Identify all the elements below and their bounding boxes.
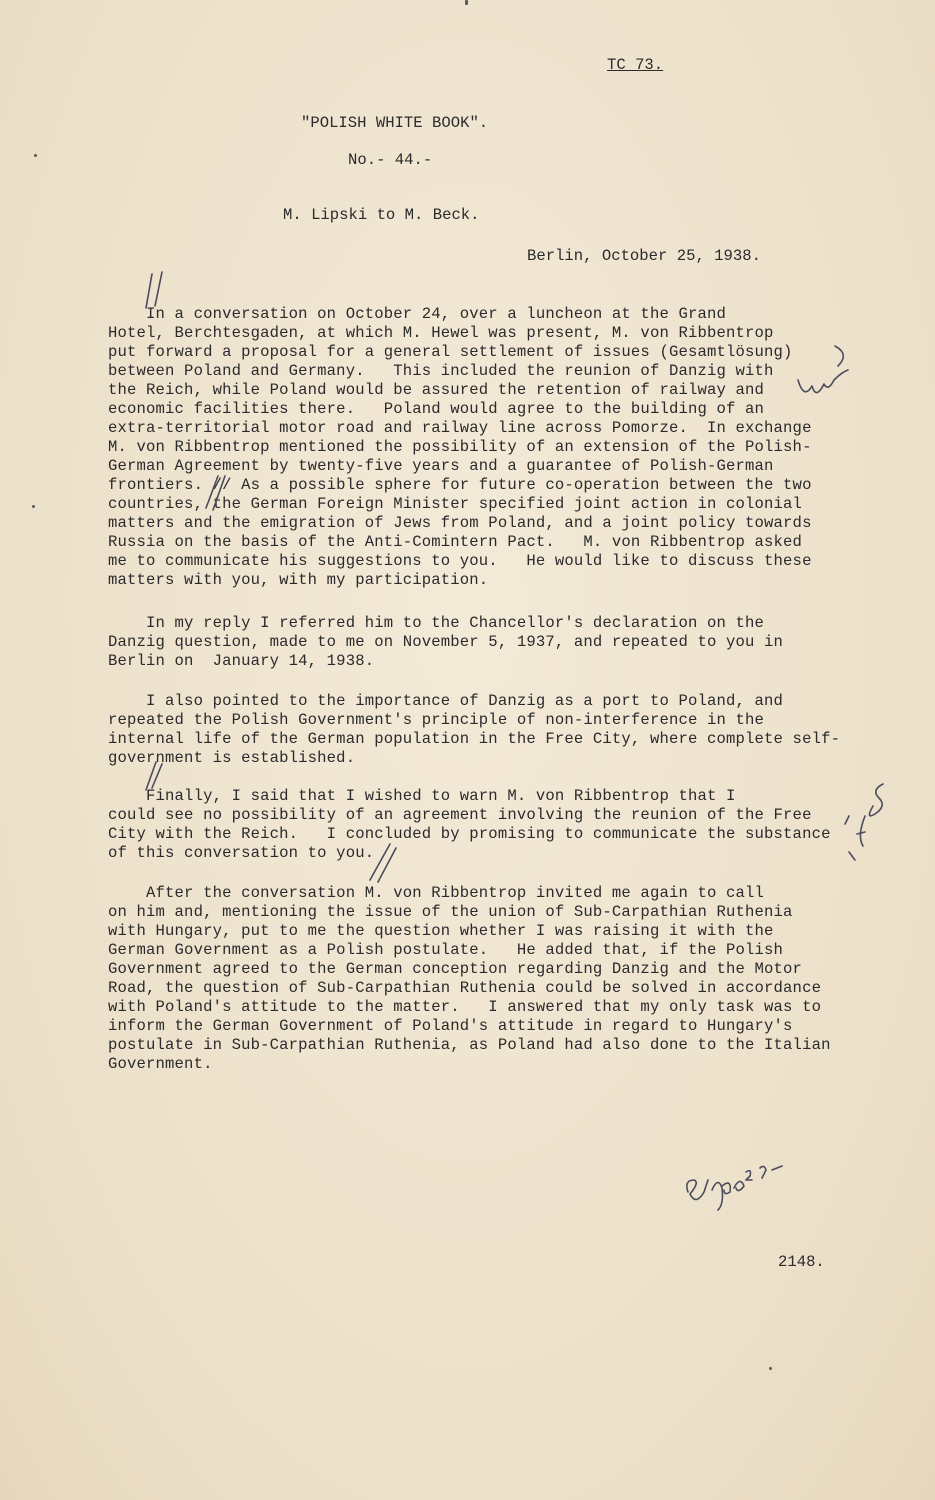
text-line: matters and the emigration of Jews from Poland, and a joint policy towards [108,514,812,532]
text-line: postulate in Sub-Carpathian Ruthenia, as Poland had also done to the Italian [108,1036,831,1054]
handwritten-paragraph-mark-2 [138,758,168,794]
text-line: the Reich, while Poland would be assured the retention of railway and [108,381,765,399]
text-line: City with the Reich. I concluded by promising to communicate the substance [108,825,831,843]
paper-speck [32,505,35,508]
handwritten-double-slash [200,470,230,520]
text-line: of this conversation to you. [108,844,375,862]
text-line: Danzig question, made to me on November 5, 1937, and repeated to you in [108,633,784,651]
document-number: No.- 44.- [348,151,433,169]
text-line: Berlin on January 14, 1938. [108,652,375,670]
text-line: After the conversation M. von Ribbentrop invited me again to call [108,884,765,902]
text-line: M. von Ribbentrop mentioned the possibility of an extension of the Polish- [108,438,812,456]
page-number: 2148. [778,1253,825,1271]
letter-header: M. Lipski to M. Beck. [283,206,480,224]
text-line: me to communicate his suggestions to you. He would like to discuss these [108,552,812,570]
text-line: German Government as a Polish postulate. He added that, if the Polish [108,941,784,959]
text-line: Government agreed to the German conception regarding Danzig and the Motor [108,960,803,978]
text-line: In a conversation on October 24, over a luncheon at the Grand [108,305,727,323]
text-line: on him and, mentioning the issue of the union of Sub-Carpathian Ruthenia [108,903,793,921]
document-reference: TC 73. [607,56,664,74]
paper-speck [465,0,468,5]
text-line: I also pointed to the importance of Danzig as a port to Poland, and [108,692,784,710]
text-line: frontiers. // As a possible sphere for future co-operation between the two [108,476,812,494]
handwritten-margin-mark [835,776,905,866]
handwritten-margin-scribble [790,340,860,420]
text-line: inform the German Government of Poland's attitude in regard to Hungary's [108,1017,793,1035]
text-line: Hotel, Berchtesgaden, at which M. Hewel was present, M. von Ribbentrop [108,324,774,342]
handwritten-double-slash-2 [360,838,400,888]
text-line: with Poland's attitude to the matter. I answered that my only task was to [108,998,822,1016]
text-line: between Poland and Germany. This included the reunion of Danzig with [108,362,774,380]
handwritten-signature-initials [680,1150,790,1220]
text-line: matters with you, with my participation. [108,571,489,589]
text-line: put forward a proposal for a general settlement of issues (Gesamtlösung) [108,343,793,361]
text-line: could see no possibility of an agreement involving the reunion of the Free [108,806,812,824]
text-line: repeated the Polish Government's principle of non-interference in the [108,711,765,729]
text-line: extra-territorial motor road and railway line across Pomorze. In exchange [108,419,812,437]
text-line: internal life of the German population in the Free City, where complete self- [108,730,841,748]
text-line: In my reply I referred him to the Chancellor's declaration on the [108,614,765,632]
paper-speck [34,154,37,157]
text-line: Finally, I said that I wished to warn M. von Ribbentrop that I [108,787,736,805]
handwritten-paragraph-mark [140,268,180,314]
document-title: "POLISH WHITE BOOK". [301,114,489,132]
text-line: Road, the question of Sub-Carpathian Ruthenia could be solved in accordance [108,979,822,997]
text-line: Russia on the basis of the Anti-Comintern Pact. M. von Ribbentrop asked [108,533,803,551]
text-line: Government. [108,1055,213,1073]
date-line: Berlin, October 25, 1938. [527,247,761,265]
text-line: government is established. [108,749,356,767]
text-line: German Agreement by twenty-five years and a guarantee of Polish-German [108,457,774,475]
text-line: countries, the German Foreign Minister specified joint action in colonial [108,495,803,513]
paper-speck [769,1367,772,1370]
text-line: economic facilities there. Poland would agree to the building of an [108,400,765,418]
text-line: with Hungary, put to me the question whether I was raising it with the [108,922,774,940]
